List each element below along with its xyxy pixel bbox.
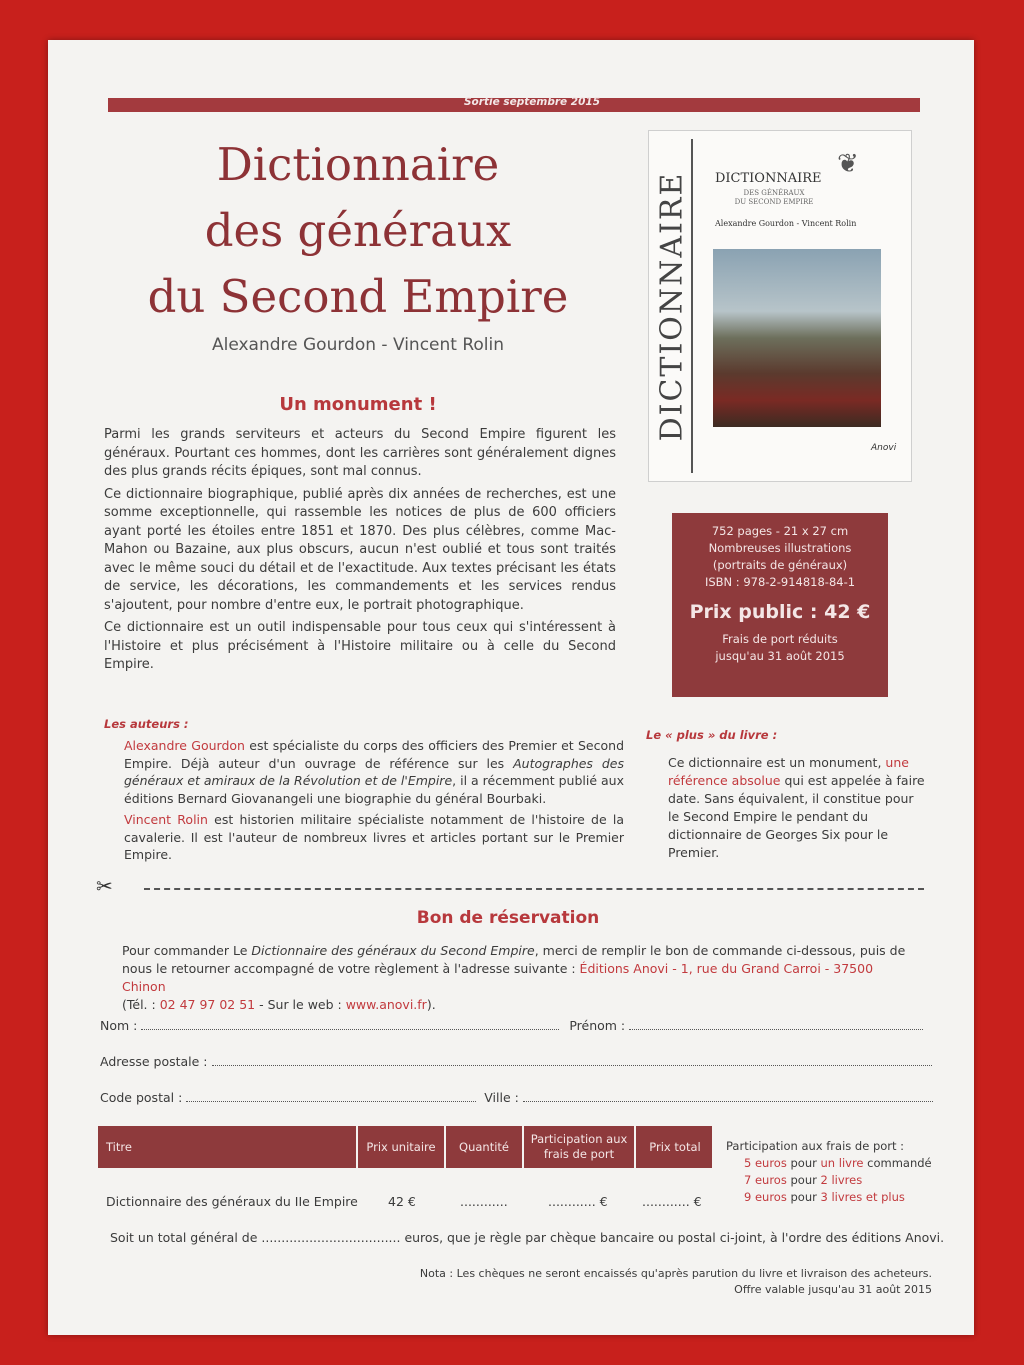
shipping-amount-3: 9 euros <box>744 1190 787 1204</box>
monument-paragraph-1: Parmi les grands serviteurs et acteurs du Second Empire figurent les généraux. Pourtant ces hommes, dont les carrières sont généralement dignes des plus grands récits épiques, sont mal connus. <box>104 427 616 479</box>
rolin-text: est historien militaire spécialiste notamment de l'histoire de la cavalerie. Il est l'auteur de nombreux livres et articles portant sur le Premier Empire. <box>124 812 624 862</box>
th-prix-unitaire: Prix unitaire <box>356 1126 444 1168</box>
row-quantity[interactable]: ............ <box>460 1194 508 1209</box>
info-portraits: (portraits de généraux) <box>712 558 848 572</box>
info-shipping-1: Frais de port réduits <box>722 632 838 646</box>
gourdon-bio <box>124 737 624 807</box>
website-link[interactable]: www.anovi.fr <box>345 997 427 1012</box>
dashed-divider <box>144 888 924 890</box>
shipping-qty-1: un livre <box>820 1156 864 1170</box>
gourdon-name: Alexandre Gourdon <box>124 738 245 753</box>
gourdon-book-title: Autographes des généraux et amiraux de la Révolution et de l'Empire <box>124 755 624 788</box>
title-line-1: Dictionnaire <box>216 138 500 191</box>
plus-text-1: Ce dictionnaire est un monument, <box>668 755 886 770</box>
reservation-heading: Bon de réservation <box>416 908 600 928</box>
shipping-amount-1: 5 euros <box>744 1156 787 1170</box>
plus-highlight: une référence absolue <box>668 755 909 788</box>
cover-spine-text: DICTIONNAIRE <box>654 171 690 442</box>
order-table-header <box>98 1126 712 1168</box>
intro-1: Pour commander Le <box>122 943 252 958</box>
release-date: Sortie septembre 2015 <box>464 96 601 108</box>
title-line-2: des généraux <box>204 204 512 257</box>
th-titre: Titre <box>106 1139 132 1154</box>
shipping-mid-3: pour <box>786 1190 821 1204</box>
cover-subtitle-1: DES GÉNÉRAUX <box>743 189 805 197</box>
th-prix-total: Prix total <box>634 1126 714 1168</box>
shipping-heading: Participation aux frais de port : <box>726 1139 905 1153</box>
prenom-label: Prénom : <box>569 1018 626 1033</box>
nom-field[interactable] <box>100 1018 923 1033</box>
total-line <box>110 1230 944 1245</box>
book-title <box>98 132 618 330</box>
scissors-icon: ✂ <box>96 874 113 898</box>
note-line-1: Nota : Les chèques ne seront encaissés qu'après parution du livre et livraison des acheteurs. <box>419 1267 932 1280</box>
shipping-mid-2: pour <box>786 1173 821 1187</box>
cover-subtitle <box>719 189 829 207</box>
shipping-line-2 <box>726 1172 936 1189</box>
shipping-line-1 <box>726 1155 936 1172</box>
total-after: euros, que je règle par chèque bancaire ou postal ci-joint, à l'ordre des éditions Anovi. <box>400 1230 945 1245</box>
footnote <box>348 1266 932 1298</box>
tel-label: (Tél. : <box>122 997 160 1012</box>
adresse-input[interactable] <box>212 1055 932 1066</box>
monument-paragraph-3: Ce dictionnaire est un outil indispensable pour tous ceux qui s'intéressent à l'Histoire et plus précisément à l'Histoire militaire ou à celle du Second Empire. <box>104 620 616 672</box>
info-illustrations: Nombreuses illustrations <box>708 541 852 555</box>
nom-input[interactable] <box>141 1019 559 1030</box>
ville-label: Ville : <box>484 1090 519 1105</box>
th-participation: Participation aux frais de port <box>522 1126 634 1168</box>
plus-heading: Le « plus » du livre : <box>646 728 778 742</box>
order-instructions <box>122 942 912 1014</box>
plus-text-2: qui est appelée à faire date. Sans équivalent, il constitue pour le Second Empire le pendant du dictionnaire de Georges Six pour le Premier. <box>668 773 925 860</box>
prenom-input[interactable] <box>629 1019 923 1030</box>
gourdon-text-2: , il a récemment publié aux éditions Bernard Giovanangeli une biographie du général Bourbaki. <box>124 773 624 806</box>
cover-spine <box>655 139 693 473</box>
intro-book-title: Dictionnaire des généraux du Second Empire <box>251 943 535 958</box>
info-price: Prix public : 42 € <box>689 601 871 623</box>
cover-painting <box>713 249 881 427</box>
book-authors: Alexandre Gourdon - Vincent Rolin <box>211 335 505 355</box>
close-paren: ). <box>426 997 436 1012</box>
plus-text <box>668 754 926 862</box>
shipping-qty-3: 3 livres et plus <box>820 1190 905 1204</box>
adresse-field[interactable] <box>100 1054 932 1069</box>
row-total[interactable]: ............ € <box>642 1194 702 1209</box>
monument-heading: Un monument ! <box>279 394 437 415</box>
rolin-name: Vincent Rolin <box>124 812 208 827</box>
title-line-3: du Second Empire <box>147 270 569 323</box>
th-quantite: Quantité <box>444 1126 522 1168</box>
info-pages: 752 pages - 21 x 27 cm <box>711 524 849 538</box>
total-blank[interactable]: ................................... <box>261 1230 401 1245</box>
info-isbn: ISBN : 978-2-914818-84-1 <box>704 575 856 589</box>
shipping-end-1: commandé <box>863 1156 932 1170</box>
shipping-qty-2: 2 livres <box>820 1173 863 1187</box>
note-line-2: Offre valable jusqu'au 31 août 2015 <box>734 1283 932 1296</box>
web-label: - Sur le web : <box>255 997 346 1012</box>
monument-text <box>104 426 616 679</box>
code-postal-field[interactable] <box>100 1090 933 1105</box>
row-price: 42 € <box>388 1194 416 1209</box>
publisher-name: Éditions Anovi <box>579 961 669 976</box>
shipping-info <box>726 1138 936 1206</box>
cover-title: DICTIONNAIRE <box>715 171 822 186</box>
monument-paragraph-2: Ce dictionnaire biographique, publié après dix années de recherches, est une somme exceptionnelle, qui rassemble les notices de plus de 600 officiers ayant porté les étoiles entre 1851 et 1870. Des plus célèbres, comme Mac-Mahon ou Bazaine, aux plus obscurs, aucun n'est oublié et tous sont traités avec le même souci du détail et de l'exactitude. Aux textes précisant les états de service, les décorations, les commandements et les services rendus s'ajoutent, pour nombre d'entre eux, le portrait photographique. <box>104 486 616 613</box>
gourdon-text-1: est spécialiste du corps des officiers des Premier et Second Empire. Déjà auteur d'un ouvrage de référence sur les <box>124 738 624 771</box>
adresse-label: Adresse postale : <box>100 1054 208 1069</box>
publisher-address: - 1, rue du Grand Carroi - 37500 Chinon <box>122 961 874 994</box>
release-banner <box>108 98 920 112</box>
code-postal-label: Code postal : <box>100 1090 183 1105</box>
cut-line <box>96 874 926 898</box>
shipping-mid-1: pour <box>786 1156 821 1170</box>
phone-number: 02 47 97 02 51 <box>159 997 256 1012</box>
cover-subtitle-2: DU SECOND EMPIRE <box>734 198 814 206</box>
info-shipping-2: jusqu'au 31 août 2015 <box>715 649 845 663</box>
row-port[interactable]: ............ € <box>548 1194 608 1209</box>
nom-label: Nom : <box>100 1018 138 1033</box>
authors-heading: Les auteurs : <box>104 717 189 731</box>
shipping-line-3 <box>726 1189 936 1206</box>
eagle-icon: ❦ <box>837 149 859 179</box>
cover-authors: Alexandre Gourdon - Vincent Rolin <box>715 219 857 228</box>
book-cover <box>648 130 912 482</box>
ville-input[interactable] <box>523 1091 933 1102</box>
authors-text <box>124 737 624 868</box>
book-info-box <box>672 513 888 697</box>
code-postal-input[interactable] <box>186 1091 476 1102</box>
rolin-bio <box>124 811 624 864</box>
total-before: Soit un total général de <box>110 1230 262 1245</box>
flyer-sheet <box>48 40 974 1335</box>
intro-2: , merci de remplir le bon de commande ci-dessous, puis de nous le retourner accompagné de votre règlement à l'adresse suivante : <box>122 943 906 976</box>
row-title: Dictionnaire des généraux du IIe Empire <box>106 1194 358 1209</box>
publisher-logo: Anovi <box>871 443 897 453</box>
shipping-amount-2: 7 euros <box>744 1173 787 1187</box>
